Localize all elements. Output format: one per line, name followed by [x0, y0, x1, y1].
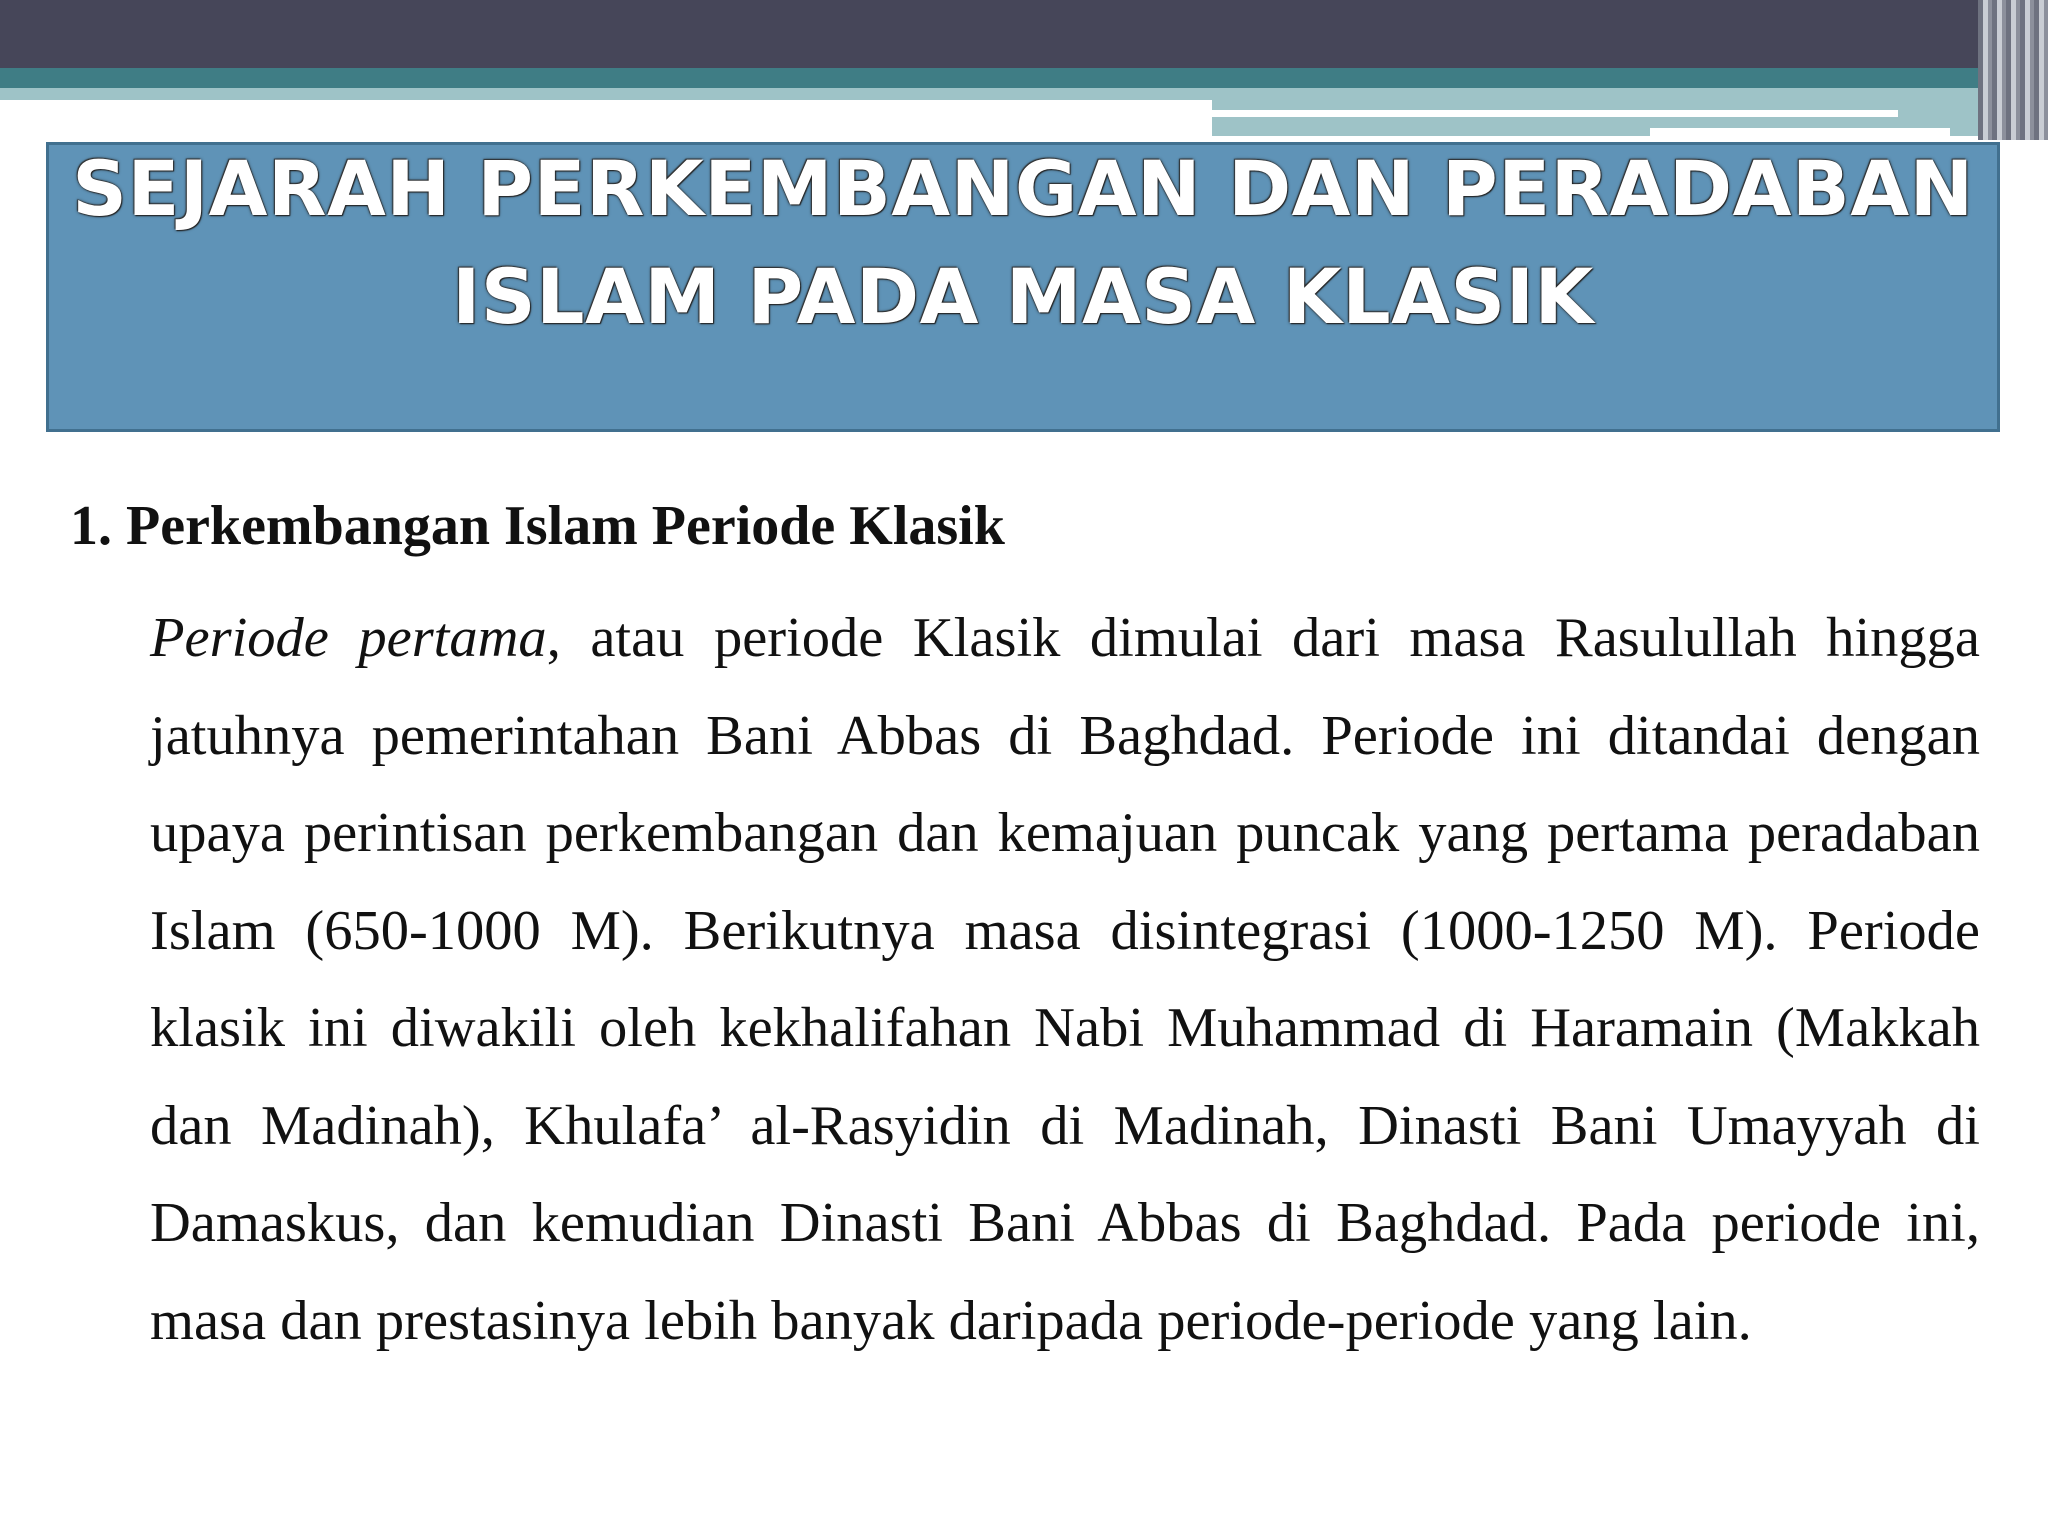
edge-stripes-decoration [1978, 0, 2048, 140]
top-band-teal [0, 68, 2048, 88]
slide-title-line-2: ISLAM PADA MASA KLASIK [452, 252, 1594, 341]
section-heading: 1. Perkembangan Islam Periode Klasik [70, 495, 1005, 557]
top-band-dark [0, 0, 2048, 68]
slide-title [49, 135, 1997, 351]
body-paragraph [150, 590, 1980, 1370]
body-paragraph-text: , atau periode Klasik dimulai dari masa Rasulullah hingga jatuhnya pemerintahan Bani Abbas di Baghdad. Periode ini ditandai dengan upaya perintisan perkembangan dan kemajuan puncak yang pertama peradaban Islam (650-1000 M). Berikutnya masa disintegrasi (1000-1250 M). Periode klasik ini diwakili oleh kekhalifahan Nabi Muhammad di Haramain (Makkah dan Madinah), Khulafa’ al-Rasyidin di Madinah, Dinasti Bani Umayyah di Damaskus, dan kemudian Dinasti Bani Abbas di Baghdad. Pada periode ini, masa dan prestasinya lebih banyak daripada periode-periode yang lain. [150, 607, 1980, 1352]
title-box [46, 142, 2000, 432]
top-band-light-left [0, 88, 1212, 100]
slide-title-line-1: SEJARAH PERKEMBANGAN DAN PERADABAN [72, 144, 1974, 233]
top-band-divider [1212, 110, 1898, 117]
body-paragraph-italic-lead: Periode pertama [150, 607, 547, 669]
top-band-gap [0, 100, 1212, 136]
